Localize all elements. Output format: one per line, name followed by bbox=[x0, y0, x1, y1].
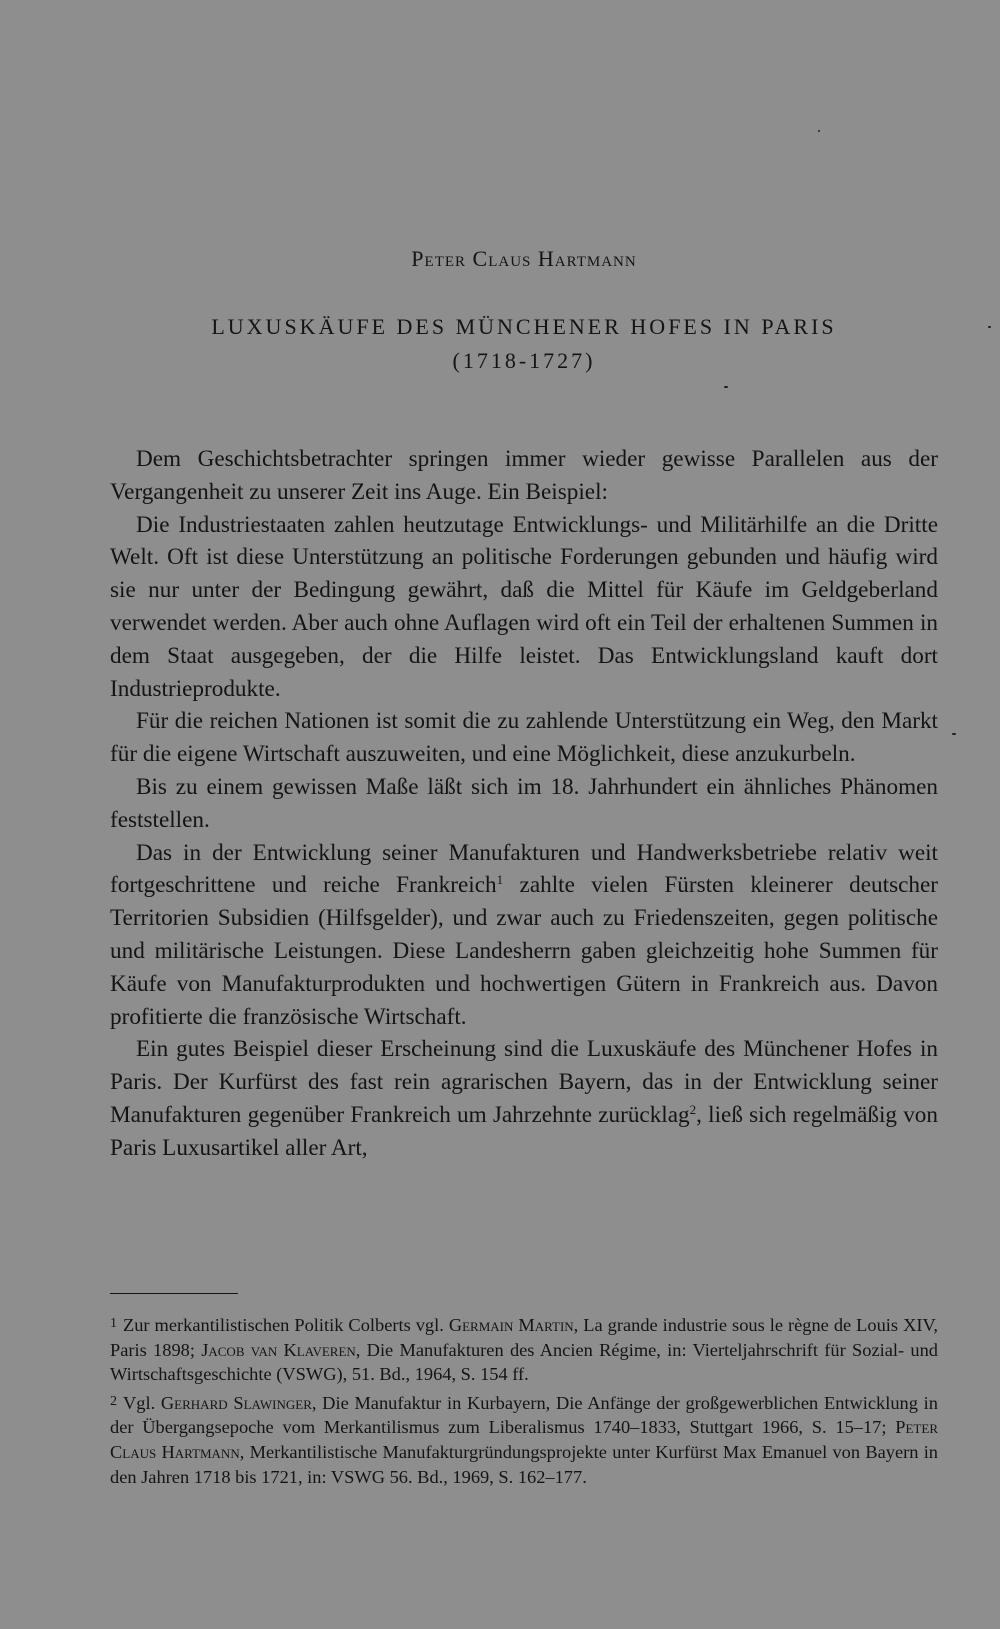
footnote-ref-1: 1 bbox=[496, 872, 504, 888]
footnote-1-text-b: , La grande industrie sous le règne de Louis XIV, Paris 1898; bbox=[110, 1315, 938, 1360]
footnote-1-text-a: Zur merkantilistischen Politik Colberts vgl. bbox=[123, 1315, 449, 1335]
footnote-1-author-1: Germain Martin bbox=[448, 1315, 574, 1335]
book-page bbox=[110, 0, 938, 1629]
title-line-2: (1718-1727) bbox=[452, 348, 596, 373]
footnotes bbox=[110, 1312, 938, 1492]
footnote-2-author-2: Peter Claus Hartmann bbox=[110, 1417, 938, 1462]
title-line-1: LUXUSKÄUFE DES MÜNCHENER HOFES IN PARIS bbox=[211, 314, 837, 339]
paragraph-6-part-a: Ein gutes Beispiel dieser Erscheinung sind die Luxuskäufe des Münchener Hofes in Paris. Der Kurfürst des fast rein agrarischen Bayern, das in der Entwicklung seiner Manufakturen gegenüber Frankreich um Jahrzehnte zurücklag bbox=[110, 1036, 938, 1128]
footnote-2-mark: 2 bbox=[110, 1393, 117, 1409]
footnote-2 bbox=[110, 1390, 938, 1489]
paragraph-4: Bis zu einem gewissen Maße läßt sich im 18. Jahrhundert ein ähnliches Phänomen feststellen. bbox=[110, 773, 938, 833]
footnote-1 bbox=[110, 1312, 938, 1387]
paragraph-5-part-b: zahlte vielen Fürsten kleinerer deutscher Territorien Subsidien (Hilfsgelder), und zwar auch zu Friedenszeiten, gegen politische und militärische Leistungen. Diese Landesherrn gaben gleichzeitig hohe Summen für Käufe von Manufakturprodukten und hochwertigen Gütern in Frankreich aus. Davon profitierte die französische Wirtschaft. bbox=[110, 872, 938, 1030]
paragraph-6-part-b: , ließ sich regelmäßig von Paris Luxusartikel aller Art, bbox=[110, 1101, 938, 1161]
scan-speck bbox=[818, 130, 820, 132]
footnote-2-text-a: Vgl. bbox=[123, 1392, 161, 1413]
footnote-2-author-1: Gerhard Slawinger bbox=[160, 1392, 312, 1413]
paragraph-6 bbox=[110, 1033, 938, 1164]
footnote-1-author-2: Jacob van Klaveren bbox=[201, 1339, 356, 1360]
footnote-1-text-c: , Die Manufakturen des Ancien Régime, in: Vierteljahrschrift für Sozial- und Wirtschaftsgeschichte (VSWG), 51. Bd., 1964, S. 154 ff. bbox=[110, 1339, 938, 1385]
scan-speck bbox=[988, 326, 991, 328]
paragraph-2: Die Industriestaaten zahlen heutzutage Entwicklungs- und Militärhilfe an die Dritte Welt. Oft ist diese Unterstützung an politische Forderungen gebunden und häufig wird sie nur unter der Bedingung gewährt, daß die Mittel für Käufe im Geldgeberland verwendet werden. Aber auch ohne Auflagen wird oft ein Teil der erhaltenen Summen in dem Staat ausgegeben, der die Hilfe leistet. Das Entwicklungsland kauft dort Industrieprodukte. bbox=[110, 511, 938, 702]
footnote-2-text-b: , Die Manufaktur in Kurbayern, Die Anfänge der großgewerblichen Entwicklung in der Übergangsepoche vom Merkantilismus zum Liberalismus 1740–1833, Stuttgart 1966, S. 15–17; bbox=[110, 1392, 938, 1438]
footnote-2-text-c: , Merkantilistische Manufakturgründungsprojekte unter Kurfürst Max Emanuel von Bayern in den Jahren 1718 bis 1721, in: VSWG 56. Bd., 1969, S. 162–177. bbox=[110, 1441, 938, 1487]
scan-speck bbox=[724, 386, 728, 388]
footnote-1-mark: 1 bbox=[110, 1316, 117, 1331]
paragraph-5 bbox=[110, 837, 938, 1034]
scan-speck bbox=[952, 733, 956, 735]
footnote-ref-2: 2 bbox=[689, 1101, 697, 1117]
footnote-divider bbox=[110, 1293, 238, 1294]
author-name: Peter Claus Hartmann bbox=[411, 246, 637, 271]
article-title bbox=[110, 310, 938, 378]
body-text bbox=[110, 443, 938, 1165]
paragraph-3: Für die reichen Nationen ist somit die zu zahlende Unterstützung ein Weg, den Markt für die eigene Wirtschaft auszuweiten, und eine Möglichkeit, diese anzukurbeln. bbox=[110, 708, 938, 768]
paragraph-1: Dem Geschichtsbetrachter springen immer wieder gewisse Parallelen aus der Vergangenheit zu unserer Zeit ins Auge. Ein Beispiel: bbox=[110, 446, 938, 505]
paragraph-5-part-a: Das in der Entwicklung seiner Manufakturen und Handwerksbetriebe relativ weit fortgeschrittene und reiche Frankreich bbox=[110, 839, 938, 899]
